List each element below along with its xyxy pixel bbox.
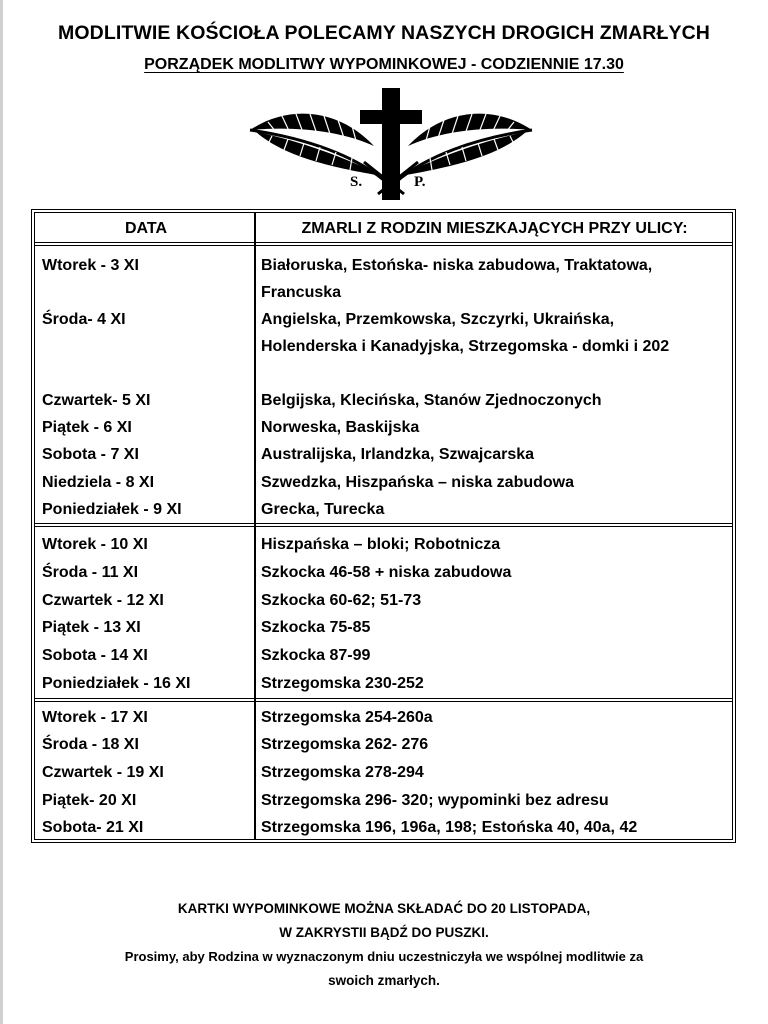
row-date: Poniedziałek - 9 XI xyxy=(42,501,182,518)
footer-line-4: swoich zmarłych. xyxy=(328,973,440,988)
row-streets: Szkocka 46-58 + niska zabudowa xyxy=(261,564,512,581)
row-streets: Szkocka 87-99 xyxy=(261,647,371,664)
row-date: Wtorek - 17 XI xyxy=(42,709,148,726)
cross-icon xyxy=(360,88,422,200)
group-separator xyxy=(35,523,732,527)
row-streets: Strzegomska 262- 276 xyxy=(261,736,429,753)
row-date: Wtorek - 10 XI xyxy=(42,536,148,553)
row-streets: Szkocka 60-62; 51-73 xyxy=(261,592,422,609)
row-streets: Australijska, Irlandzka, Szwajcarska xyxy=(261,446,535,463)
footer-line-1: KARTKI WYPOMINKOWE MOŻNA SKŁADAĆ DO 20 LISTOPADA, xyxy=(177,901,591,916)
row-streets: Belgijska, Klecińska, Stanów Zjednoczonych xyxy=(261,392,602,409)
row-date: Sobota- 21 XI xyxy=(42,819,144,836)
row-date: Czwartek - 19 XI xyxy=(42,764,164,781)
table-row xyxy=(35,306,732,387)
subtitle-text: PORZĄDEK MODLITWY WYPOMINKOWEJ - CODZIENNIE 17.30 xyxy=(144,56,624,73)
page-title: MODLITWIE KOŚCIOŁA POLECAMY NASZYCH DROGICH ZMARŁYCH xyxy=(58,22,710,44)
table-row xyxy=(35,252,732,306)
page-subtitle xyxy=(0,56,768,74)
row-date: Środa - 11 XI xyxy=(42,564,139,581)
row-date: Czwartek - 12 XI xyxy=(42,592,164,609)
row-date: Piątek- 20 XI xyxy=(42,792,137,809)
row-date: Wtorek - 3 XI xyxy=(42,257,139,274)
row-streets: Strzegomska 254-260a xyxy=(261,709,433,726)
prayer-schedule-table xyxy=(31,209,736,843)
row-date: Piątek - 13 XI xyxy=(42,619,141,636)
page-edge xyxy=(0,0,3,1024)
column-header-date: DATA xyxy=(124,220,168,237)
footer-line-3: Prosimy, aby Rodzina w wyznaczonym dniu uczestniczyła we wspólnej modlitwie za xyxy=(124,949,644,964)
row-streets: Angielska, Przemkowska, Szczyrki, Ukraińska, Holenderska i Kanadyjska, Strzegomska - domki i 202 xyxy=(261,311,670,355)
row-date: Czwartek- 5 XI xyxy=(42,392,151,409)
table-header xyxy=(35,213,732,246)
emblem-letter-p: P. xyxy=(414,174,426,190)
row-streets: Szkocka 75-85 xyxy=(261,619,371,636)
row-streets: Grecka, Turecka xyxy=(261,501,385,518)
row-date: Piątek - 6 XI xyxy=(42,419,132,436)
row-streets: Białoruska, Estońska- niska zabudowa, Traktatowa, Francuska xyxy=(261,257,653,301)
row-date: Poniedziałek - 16 XI xyxy=(42,675,191,692)
column-header-streets: ZMARLI Z RODZIN MIESZKAJĄCYCH PRZY ULICY: xyxy=(301,220,688,237)
row-date: Środa - 18 XI xyxy=(42,736,139,753)
footer-line-2: W ZAKRYSTII BĄDŹ DO PUSZKI. xyxy=(279,925,489,940)
row-streets: Hiszpańska – bloki; Robotnicza xyxy=(261,536,501,553)
row-date: Sobota - 14 XI xyxy=(42,647,148,664)
group-separator xyxy=(35,698,732,702)
row-streets: Norweska, Baskijska xyxy=(261,419,420,436)
cross-with-palms-emblem xyxy=(246,86,536,204)
row-streets: Strzegomska 278-294 xyxy=(261,764,424,781)
row-streets: Szwedzka, Hiszpańska – niska zabudowa xyxy=(261,474,574,491)
row-date: Środa- 4 XI xyxy=(42,311,126,328)
row-date: Niedziela - 8 XI xyxy=(42,474,155,491)
row-streets: Strzegomska 196, 196a, 198; Estońska 40, 40a, 42 xyxy=(261,819,638,836)
emblem-letter-s: S. xyxy=(350,174,363,190)
row-streets: Strzegomska 296- 320; wypominki bez adresu xyxy=(261,792,609,809)
row-date: Sobota - 7 XI xyxy=(42,446,139,463)
row-streets: Strzegomska 230-252 xyxy=(261,675,424,692)
